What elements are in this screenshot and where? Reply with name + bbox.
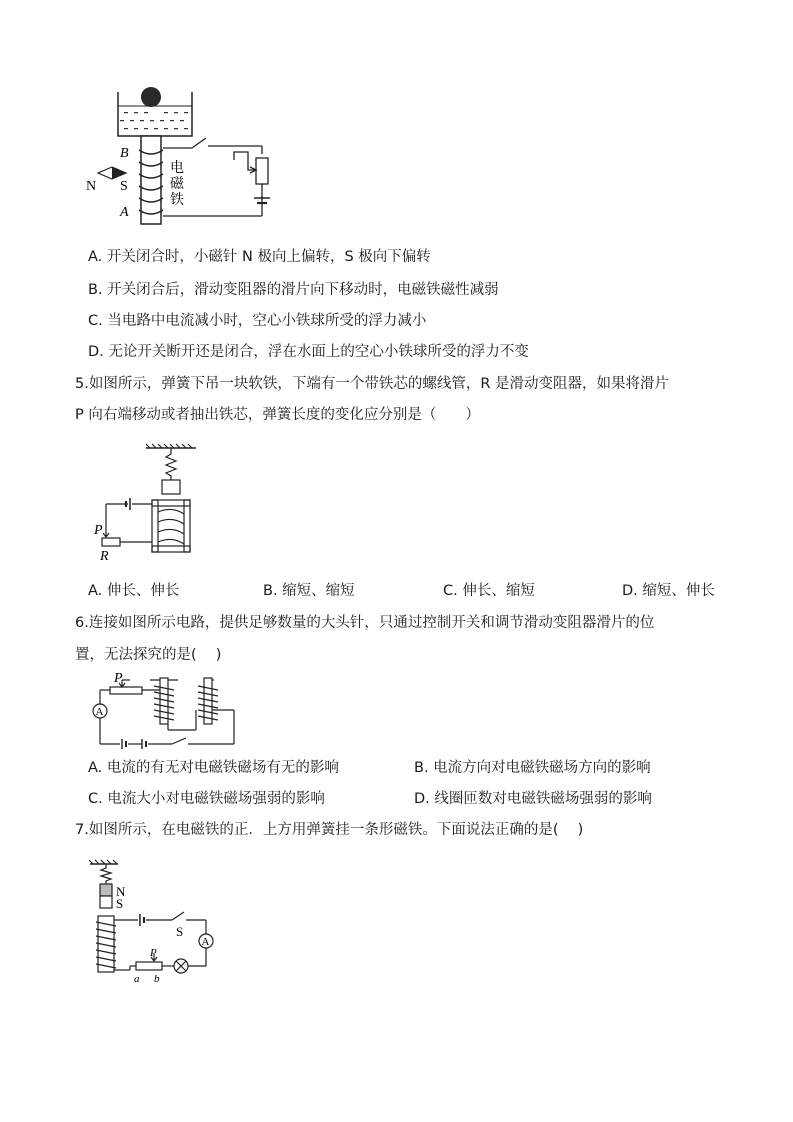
q7-stem: 7.如图所示，在电磁铁的正．上方用弹簧挂一条形磁铁。下面说法正确的是( ) bbox=[75, 822, 584, 838]
label-r: R bbox=[100, 549, 109, 564]
label-b: B bbox=[120, 146, 129, 161]
label-a: a bbox=[134, 973, 140, 985]
label-p: P bbox=[94, 523, 103, 538]
figure-two-electromagnets bbox=[86, 670, 238, 750]
label-b: b bbox=[154, 973, 160, 985]
figure-magnet-over-electromagnet bbox=[88, 858, 218, 986]
q4-option-c: C. 当电路中电流减小时，空心小铁球所受的浮力减小 bbox=[88, 313, 427, 329]
q6-option-a: A. 电流的有无对电磁铁磁场有无的影响 bbox=[88, 760, 339, 776]
q6-stem-line1: 6.连接如图所示电路，提供足够数量的大头针，只通过控制开关和调节滑动变阻器滑片的位 bbox=[75, 615, 655, 631]
iron-core bbox=[141, 136, 161, 224]
magnet-label-1: 电 bbox=[170, 161, 184, 176]
ammeter-label: A bbox=[95, 706, 104, 718]
label-s: S bbox=[120, 179, 128, 194]
q6-option-c: C. 电流大小对电磁铁磁场强弱的影响 bbox=[88, 791, 325, 807]
q5-option-d: D. 缩短、伸长 bbox=[622, 583, 715, 599]
q5-option-a: A. 伸长、伸长 bbox=[88, 583, 180, 599]
q5-stem-line2: P 向右端移动或者抽出铁芯，弹簧长度的变化应分别是（ ） bbox=[75, 407, 480, 423]
q4-option-d: D. 无论开关断开还是闭合，浮在水面上的空心小铁球所受的浮力不变 bbox=[88, 344, 529, 360]
q5-option-c: C. 伸长、缩短 bbox=[443, 583, 535, 599]
iron-ball bbox=[141, 87, 161, 107]
q6-option-b: B. 电流方向对电磁铁磁场方向的影响 bbox=[414, 760, 651, 776]
switch-label: S bbox=[176, 924, 184, 939]
figure-spring-solenoid bbox=[88, 442, 218, 564]
magnet-label-2: 磁 bbox=[170, 177, 184, 192]
q4-option-b: B. 开关闭合后，滑动变阻器的滑片向下移动时，电磁铁磁性减弱 bbox=[88, 282, 499, 298]
q6-stem-line2: 置，无法探究的是( ) bbox=[75, 647, 222, 663]
q5-stem-line1: 5.如图所示，弹簧下吊一块软铁，下端有一个带铁芯的螺线管，R 是滑动变阻器，如果将滑片 bbox=[75, 376, 670, 392]
label-a: A bbox=[120, 205, 129, 220]
label-n: N bbox=[116, 884, 126, 899]
label-p: P bbox=[114, 671, 123, 686]
q4-option-a: A. 开关闭合时，小磁针 N 极向上偏转，S 极向下偏转 bbox=[88, 249, 431, 265]
label-p: P bbox=[150, 947, 157, 959]
label-n: N bbox=[86, 179, 97, 194]
q6-option-d: D. 线圈匝数对电磁铁磁场强弱的影响 bbox=[414, 791, 652, 807]
magnet-label-3: 铁 bbox=[170, 193, 184, 208]
q5-option-b: B. 缩短、缩短 bbox=[263, 583, 355, 599]
label-s: S bbox=[116, 896, 124, 911]
ammeter-label: A bbox=[201, 936, 210, 948]
figure-electromagnet-float bbox=[84, 78, 284, 228]
